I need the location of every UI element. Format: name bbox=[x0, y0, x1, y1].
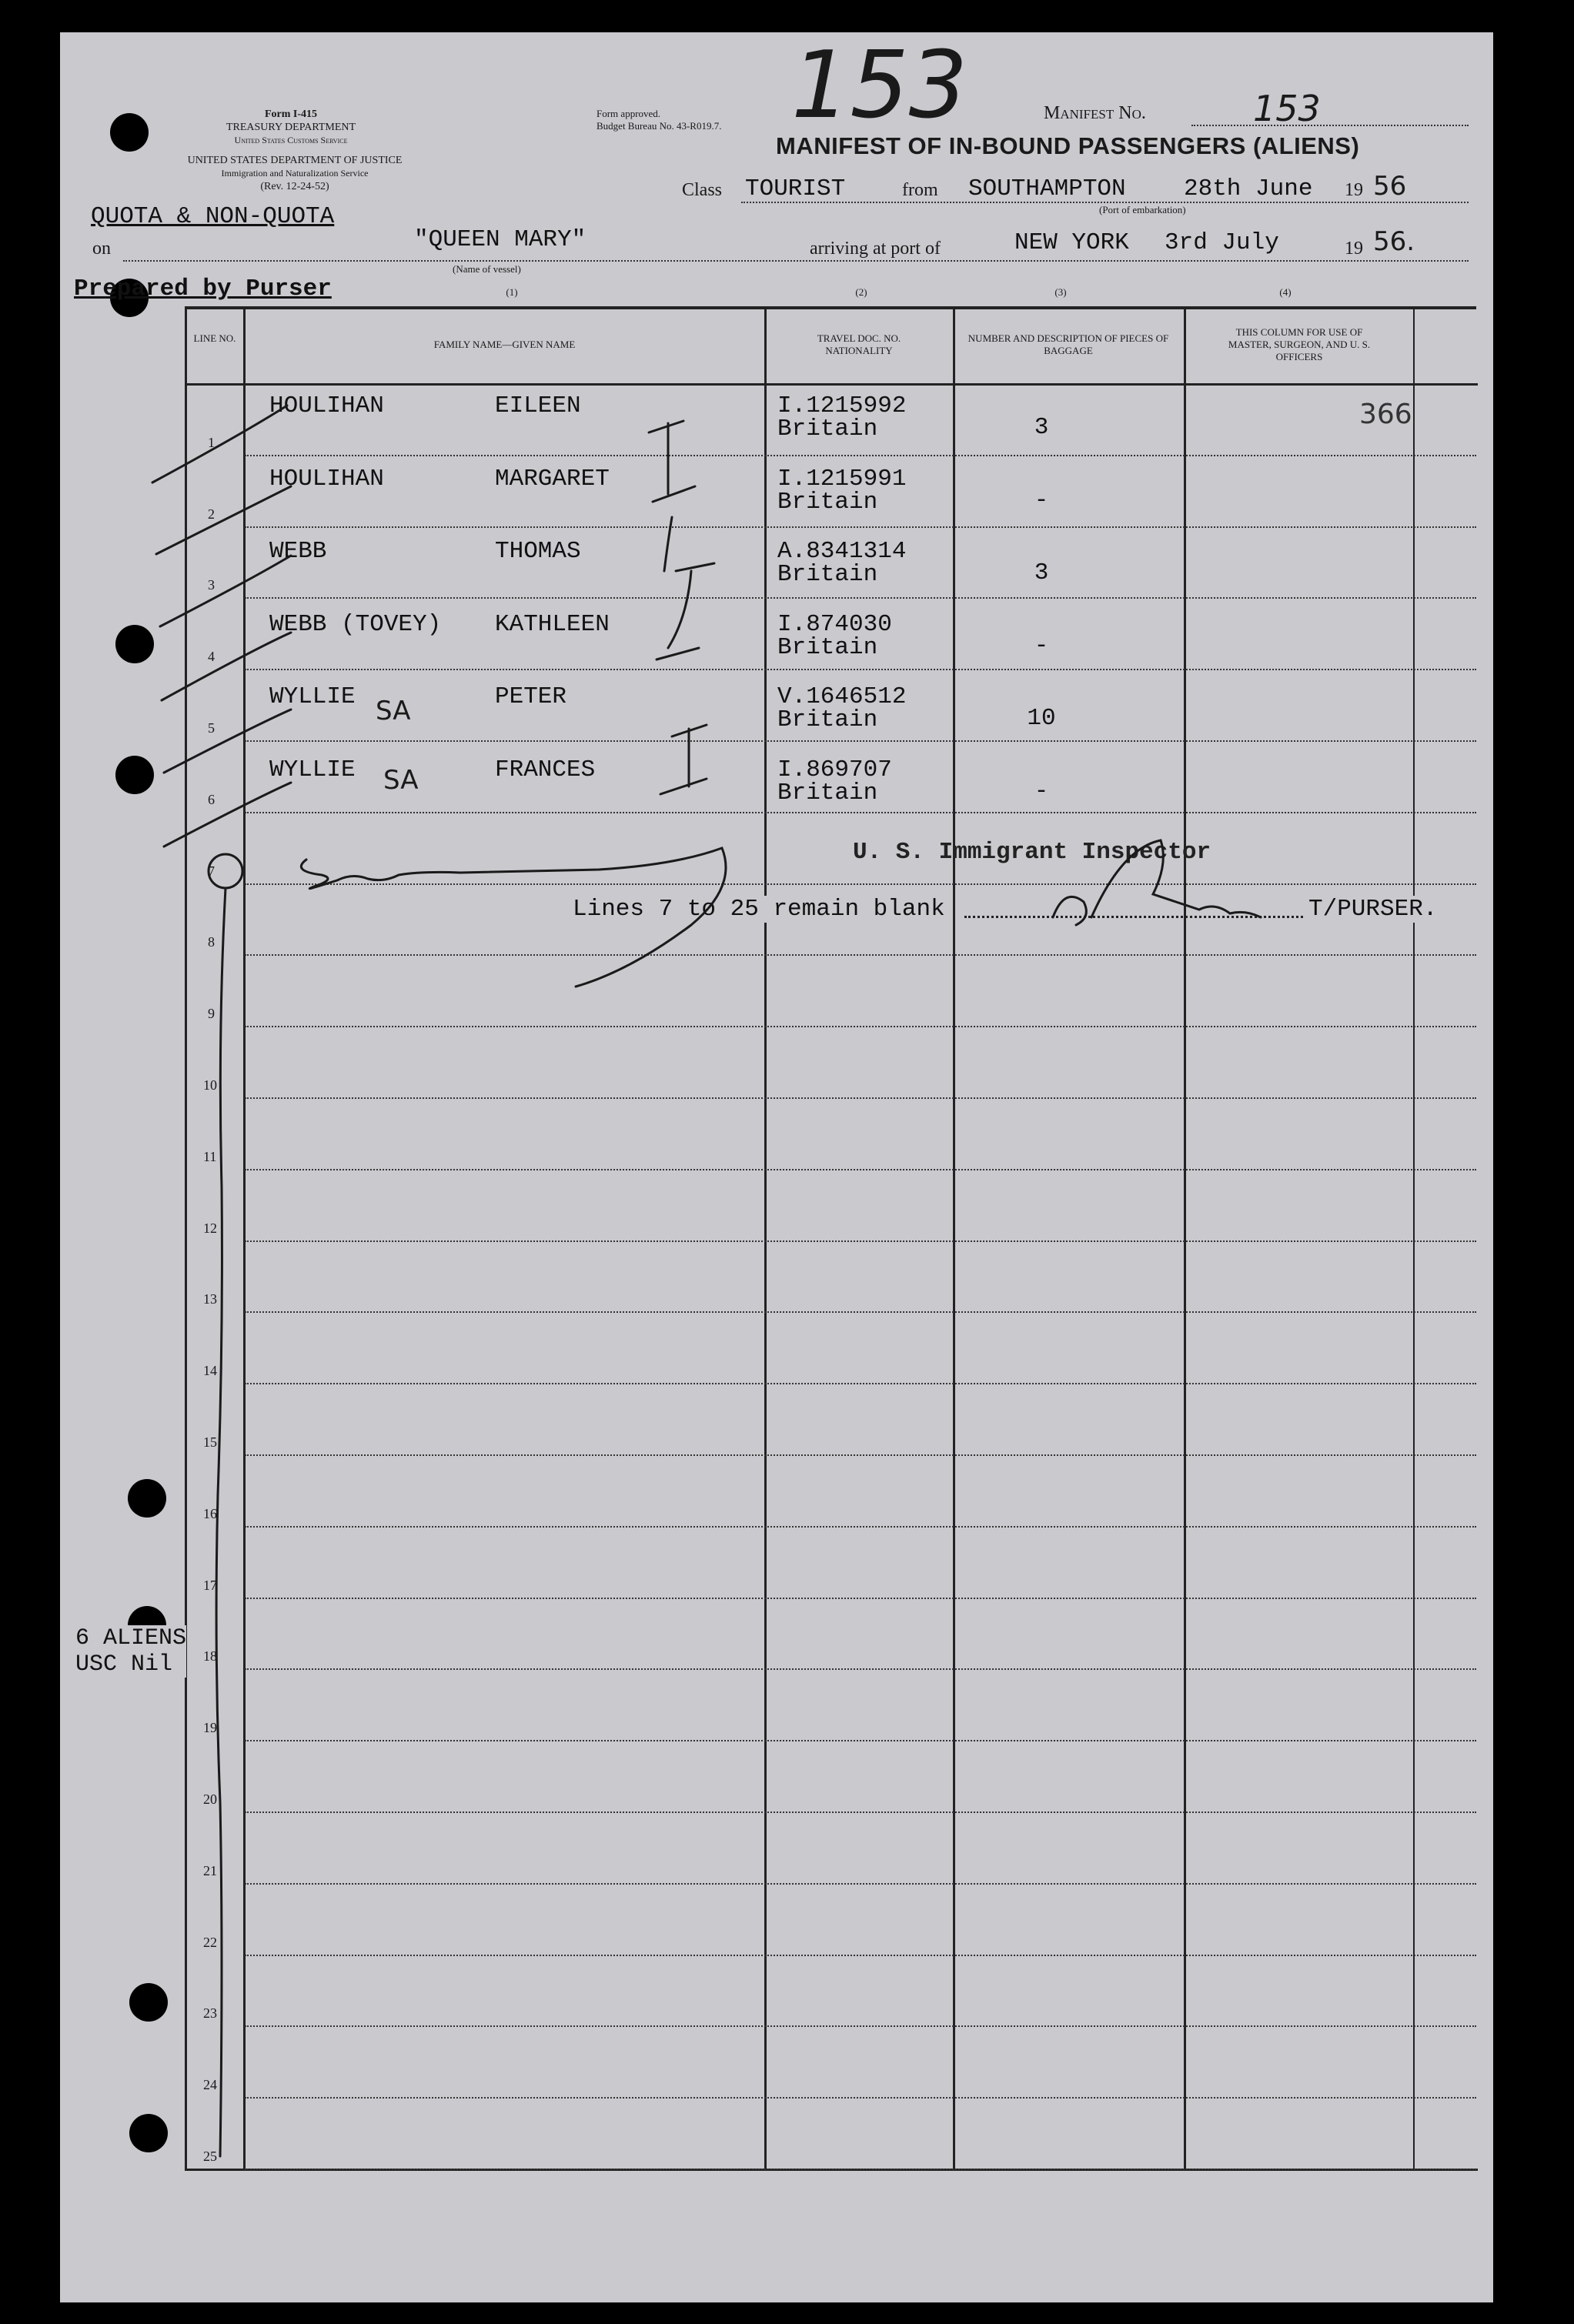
form-dept: TREASURY DEPARTMENT bbox=[226, 122, 356, 133]
class-value: TOURIST bbox=[745, 175, 846, 202]
margin-note-usc: USC Nil bbox=[75, 1651, 173, 1678]
sa-mark: SA bbox=[376, 696, 411, 726]
approval-line1: Form approved. bbox=[597, 108, 661, 119]
passenger-baggage: 3 bbox=[1034, 559, 1049, 586]
approval-line2: Budget Bureau No. 43-R019.7. bbox=[597, 120, 722, 132]
passenger-family-name: HOULIHAN bbox=[269, 392, 384, 419]
line-number: 12 bbox=[203, 1220, 217, 1236]
line-number: 14 bbox=[203, 1363, 217, 1379]
passenger-nationality: Britain bbox=[777, 488, 878, 516]
header-baggage: NUMBER AND DESCRIPTION OF PIECES OF BAGGAGE bbox=[967, 332, 1169, 356]
header-name: FAMILY NAME—GIVEN NAME bbox=[433, 339, 576, 350]
passenger-baggage: 10 bbox=[1027, 705, 1056, 732]
passenger-nationality: Britain bbox=[777, 633, 878, 661]
manifest-sheet bbox=[60, 32, 1493, 2302]
passenger-given-name: PETER bbox=[495, 683, 567, 710]
class-label: Class bbox=[682, 180, 723, 200]
passenger-baggage: 3 bbox=[1034, 414, 1049, 441]
passenger-given-name: EILEEN bbox=[495, 392, 581, 419]
line-number: 23 bbox=[203, 2005, 217, 2022]
arriving-label: arriving at port of bbox=[807, 239, 944, 259]
scrawl-mark bbox=[301, 848, 726, 987]
manifest-title: MANIFEST OF IN-BOUND PASSENGERS (ALIENS) bbox=[776, 132, 1360, 159]
handwritten-number: 153 bbox=[791, 32, 968, 139]
handwritten-marks bbox=[60, 32, 1493, 2302]
header-line-no: LINE NO. bbox=[193, 332, 236, 344]
line-number: 25 bbox=[203, 2149, 217, 2164]
passenger-given-name: FRANCES bbox=[495, 756, 596, 783]
line-number: 7 bbox=[208, 863, 215, 879]
arrival-port: NEW YORK bbox=[1014, 229, 1129, 256]
port-note: (Port of embarkation) bbox=[1099, 204, 1186, 215]
col-number-3: (3) bbox=[1054, 286, 1067, 298]
header-officers: THIS COLUMN FOR USE OF MASTER, SURGEON, AND U. S. OFFICERS bbox=[1228, 326, 1371, 362]
from-date: 28th June bbox=[1184, 175, 1313, 202]
passenger-given-name: KATHLEEN bbox=[495, 610, 610, 638]
line-number: 1 bbox=[208, 434, 215, 450]
i-mark bbox=[649, 421, 695, 502]
inspector-stamp: U. S. Immigrant Inspector bbox=[853, 839, 1211, 866]
form-justice: UNITED STATES DEPARTMENT OF JUSTICE bbox=[187, 155, 403, 166]
line-number: 11 bbox=[203, 1148, 217, 1164]
passenger-family-name: WYLLIE bbox=[269, 683, 356, 710]
purser-title: T/PURSER. bbox=[1305, 896, 1440, 923]
col-number-1: (1) bbox=[506, 286, 518, 298]
circle-mark bbox=[209, 854, 242, 888]
line-number: 19 bbox=[203, 1720, 217, 1736]
line-number: 15 bbox=[203, 1434, 217, 1450]
passenger-baggage: - bbox=[1034, 632, 1049, 659]
vessel-note: (Name of vessel) bbox=[453, 263, 521, 275]
line-number: 3 bbox=[208, 577, 215, 593]
i-mark bbox=[657, 563, 714, 659]
passenger-given-name: MARGARET bbox=[495, 465, 610, 493]
col-number-4: (4) bbox=[1279, 286, 1292, 298]
passenger-travel-doc: I.874030 bbox=[777, 610, 892, 638]
check-mark bbox=[162, 633, 291, 700]
passenger-travel-doc: I.1215991 bbox=[777, 465, 907, 493]
line-number: 20 bbox=[203, 1791, 217, 1807]
passenger-travel-doc: A.8341314 bbox=[777, 538, 907, 565]
from-year-prefix: 19 bbox=[1345, 180, 1363, 200]
blank-lines-note: Lines 7 to 25 remain blank bbox=[568, 896, 950, 923]
officer-note: 366 bbox=[1359, 399, 1412, 430]
passenger-nationality: Britain bbox=[777, 561, 878, 588]
check-mark bbox=[164, 710, 291, 773]
sa-mark: SA bbox=[383, 765, 419, 796]
on-label: on bbox=[92, 239, 111, 259]
i-mark bbox=[664, 517, 672, 571]
passenger-travel-doc: I.869707 bbox=[777, 756, 892, 783]
line-number: 5 bbox=[208, 720, 215, 736]
passenger-baggage: - bbox=[1034, 777, 1049, 805]
form-ins: Immigration and Naturalization Service bbox=[221, 168, 369, 179]
line-number: 9 bbox=[208, 1006, 215, 1022]
passenger-given-name: THOMAS bbox=[495, 538, 581, 565]
line-number: 21 bbox=[203, 1862, 217, 1878]
line-number: 13 bbox=[203, 1291, 217, 1307]
passenger-family-name: WEBB bbox=[269, 538, 327, 565]
col-number-2: (2) bbox=[855, 286, 867, 298]
prepared-by: Prepared by Purser bbox=[74, 275, 332, 302]
margin-note-aliens: 6 ALIENS bbox=[75, 1625, 187, 1651]
line-number: 4 bbox=[208, 649, 215, 665]
line-number: 17 bbox=[203, 1577, 217, 1593]
passenger-family-name: HOULIHAN bbox=[269, 465, 384, 493]
arrival-date: 3rd July bbox=[1165, 229, 1279, 256]
passenger-nationality: Britain bbox=[777, 416, 878, 442]
line-number: 8 bbox=[208, 934, 215, 950]
manifest-no-label: Manifest No. bbox=[1044, 103, 1146, 123]
passenger-travel-doc: I.1215992 bbox=[777, 392, 907, 419]
line-number: 2 bbox=[208, 506, 215, 522]
check-mark bbox=[152, 406, 287, 482]
vertical-strike bbox=[216, 888, 226, 2156]
i-mark bbox=[660, 725, 707, 794]
form-customs: United States Customs Service bbox=[234, 135, 348, 145]
arrival-year: 56. bbox=[1373, 226, 1415, 257]
arrival-year-prefix: 19 bbox=[1345, 239, 1363, 259]
line-number: 18 bbox=[203, 1648, 217, 1665]
from-year: 56 bbox=[1373, 171, 1407, 202]
signature bbox=[1053, 840, 1261, 925]
vessel-name: "QUEEN MARY" bbox=[414, 226, 586, 253]
form-number: Form I-415 bbox=[264, 109, 318, 120]
passenger-travel-doc: V.1646512 bbox=[777, 683, 907, 710]
quota-label: QUOTA & NON-QUOTA bbox=[91, 203, 335, 230]
header-travel-doc: TRAVEL DOC. NO. NATIONALITY bbox=[817, 332, 901, 356]
passenger-baggage: - bbox=[1034, 486, 1049, 514]
line-number: 24 bbox=[203, 2077, 217, 2093]
passenger-nationality: Britain bbox=[777, 779, 878, 806]
passenger-nationality: Britain bbox=[777, 706, 878, 733]
passenger-family-name: WYLLIE bbox=[269, 756, 356, 783]
check-mark bbox=[160, 556, 291, 626]
check-mark bbox=[164, 783, 291, 846]
line-number: 6 bbox=[208, 791, 215, 807]
from-label: from bbox=[899, 180, 941, 201]
line-number: 10 bbox=[203, 1077, 217, 1093]
manifest-no-value: 153 bbox=[1253, 88, 1321, 129]
line-number: 16 bbox=[203, 1505, 217, 1521]
line-number: 22 bbox=[203, 1934, 217, 1950]
passenger-family-name: WEBB (TOVEY) bbox=[269, 610, 442, 638]
check-mark bbox=[156, 486, 291, 554]
from-value: SOUTHAMPTON bbox=[968, 175, 1126, 202]
form-rev: (Rev. 12-24-52) bbox=[260, 181, 329, 192]
